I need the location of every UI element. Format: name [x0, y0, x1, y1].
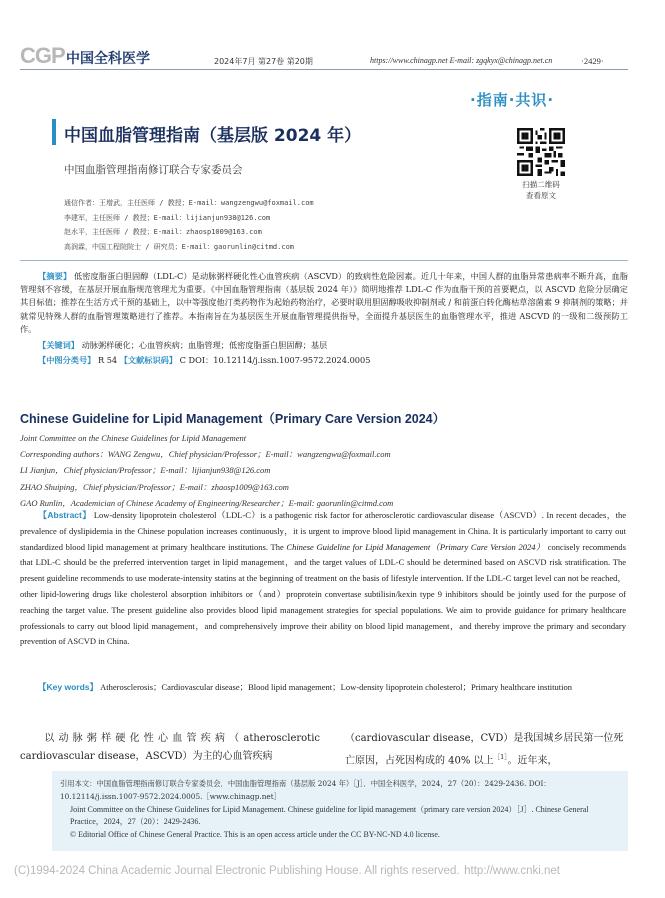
- class-label: 【中图分类号】: [38, 355, 96, 365]
- qr-code-icon[interactable]: [517, 128, 565, 176]
- keywords-label-cn: 【关键词】: [38, 340, 79, 350]
- abstract-text-cn: 低密度脂蛋白胆固醇（LDL-C）是动脉粥样硬化性心血管疾病（ASCVD）的致病性危险因素。近几十年来，中国人群的血脂异常患病率不断升高，血脂管理刻不容缓，在基层开展血脂规范管理尤为重要。《中国血脂管理指南（基层版 2024 年）》简明地推荐 LDL-C 作为血脂干预的首要靶点，以 ASCVD 危险分层确定其目标值；推荐在生活方式干预的基础上，以中等强度他汀类药物作为起始药物治疗，必要时联用胆固醇吸收抑制剂或 / 和前蛋白转化酶枯草溶菌素 9 抑制剂的策略；并就常见特殊人群的血脂管理策略进行了推荐。本指南旨在为基层医生开展血脂管理提供指导，全面提升基层医生的血脂管理水平，推进 ASCVD 的一级和二级预防工作。: [20, 271, 628, 334]
- qr-caption-line: 查看原文: [526, 191, 556, 200]
- title-en: Chinese Guideline for Lipid Management（Primary Care Version 2024）: [20, 412, 446, 426]
- keywords-en: [20, 680, 626, 696]
- journal-name: 中国全科医学: [66, 51, 150, 67]
- keywords-label-en: 【Key words】: [38, 682, 98, 692]
- abstract-text-en: Low-density lipoprotein cholesterol（LDL-C）is a pathogenic risk factor for atherosclerotic cardiovascular disease（ASCVD）. In recent decades，the prevalence of dyslipidemia in the Chinese population increases continuously，it is urgent to improve blood lipid management in China. It is particularly important to carry out standardized blood lipid management at primary healthcare institutions. The: [20, 510, 627, 552]
- issue-info: 2024年7月 第27卷 第20期: [214, 57, 313, 66]
- abstract-label-cn: 【摘要】: [38, 271, 72, 281]
- page-title: 中国血脂管理指南（基层版 2024 年）: [64, 126, 362, 146]
- body-text-left: 以动脉粥样硬化性心血管疾病（atherosclerotic cardiovascular disease，ASCVD）为主的心血管疾病: [20, 733, 320, 762]
- section-tag: ·指南·共识·: [470, 91, 555, 109]
- corresponding-authors-cn: [64, 196, 314, 254]
- author-line-en: LI Jianjun，Chief physician/Professor；E-mail：lijianjun938@126.com: [20, 465, 271, 476]
- reference-marker[interactable]: ［1］: [493, 753, 508, 761]
- doc-label: 【文献标识码】: [119, 355, 178, 365]
- body-column-right: [345, 730, 628, 770]
- journal-logo: [20, 44, 210, 68]
- citation-text: [60, 778, 622, 842]
- qr-caption: [512, 179, 570, 201]
- author-line: 通信作者：王增武，主任医师 / 教授；E-mail：wangzengwu@foxmail.com: [64, 199, 314, 207]
- author-line-en: ZHAO Shuiping，Chief physician/Professor；E-mail：zhaosp1009@163.com: [20, 481, 289, 492]
- keywords-text-en: Atherosclerosis；Cardiovascular disease；Blood lipid management；Low-density lipoprotein cholesterol；Primary healthcare institution: [100, 682, 572, 692]
- keywords-text-cn: 动脉粥样硬化；心血管疾病；血脂管理；低密度脂蛋白胆固醇；基层: [81, 340, 328, 350]
- author-line-en: GAO Runlin，Academician of Chinese Academy of Engineering/Researcher；E-mail: gaorunlin@citmd.com: [20, 497, 394, 508]
- committee-name: 中国血脂管理指南修订联合专家委员会: [64, 164, 243, 176]
- keywords-cn: [38, 340, 327, 351]
- doc-value: C DOI：10.12114/j.issn.1007-9572.2024.0005: [179, 355, 371, 365]
- corresponding-authors-en: [20, 430, 393, 511]
- body-text-right: （cardiovascular disease，CVD）是我国城乡居民第一位死亡原因，占死因构成的 40% 以上: [345, 733, 624, 767]
- author-line: 高润霖，中国工程院院士 / 研究员；E-mail：gaorunlin@citmd.com: [64, 242, 295, 251]
- page-number: ·2429·: [581, 56, 604, 66]
- qr-caption-line: 扫描二维码: [522, 180, 560, 189]
- author-line-en: Joint Committee on the Chinese Guidelines for Lipid Management: [20, 433, 247, 443]
- classification-cn: [38, 355, 370, 366]
- author-line: 李建军，主任医师 / 教授；E-mail：lijianjun938@126.com: [64, 213, 271, 222]
- copyright-footer: [14, 865, 654, 877]
- author-line: 赵水平，主任医师 / 教授；E-mail：zhaosp1009@163.com: [64, 228, 262, 236]
- section-divider: [20, 260, 628, 261]
- license-text: © Editorial Office of Chinese General Practice. This is an open access article under the CC BY-NC-ND 4.0 license.: [70, 830, 440, 840]
- citation-cn: 引用本文：中国血脂管理指南修订联合专家委员会．中国血脂管理指南（基层版 2024 年）［J］．中国全科医学，2024，27（20）：2429-2436. DOI：10.12114/j.issn.1007-9572.2024.0005.［www.chinagp.net］: [60, 779, 551, 801]
- copyright-text: (C)1994-2024 China Academic Journal Electronic Publishing House. All rights reserved.: [14, 865, 460, 877]
- logo-letters: CGP: [20, 43, 65, 68]
- header-url-email: https://www.chinagp.net E-mail: zgqkyx@chinagp.net.cn: [370, 56, 553, 65]
- abstract-text-en-cont: concisely recommends that LDL-C should be the preferred intervention target in lipid management，and the target values of LDL-C should be determined based on ASCVD risk stratification. The present guideline recommends to use moderate-intensity statins at the beginning of treatment on the basis of lifestyle intervention. If the LDL-C target level can not be reached，other lipid-lowering drugs like cholesterol absorption inhibitors or（and）proprotein convertase subtilisin/kexin type 9 inhibitors should be jointly used for the purpose of reaching the target value. The present guideline also provides blood lipid management strategies for special populations. We aim to provide guidance for primary healthcare professionals to carry out blood lipid management，and comprehensively improve their ability on blood lipid management，and thereby improve the primary and secondary prevention of ASCVD in China.: [20, 541, 626, 647]
- author-line-en: Corresponding authors：WANG Zengwu，Chief physician/Professor；E-mail：wangzengwu@foxmail.com: [20, 449, 391, 460]
- cnki-link[interactable]: http://www.cnki.net: [464, 865, 560, 877]
- body-column-left: [20, 730, 320, 766]
- header-divider: [20, 69, 628, 70]
- abstract-label-en: 【Abstract】: [38, 510, 92, 520]
- abstract-en: [20, 508, 626, 650]
- class-value: R 54: [97, 355, 118, 365]
- abstract-guideline-title: Chinese Guideline for Lipid Management（Primary Care Version 2024）: [286, 541, 546, 552]
- body-text-right-tail: 。近年来，: [507, 755, 558, 767]
- title-accent-bar: [52, 119, 56, 145]
- citation-en: Joint Committee on the Chinese Guidelines for Lipid Management. Chinese guideline for lipid management（primary care version 2024）［J］. Chinese General Practice，2024，27（20）：2429-2436.: [70, 804, 589, 827]
- abstract-cn: [20, 270, 628, 336]
